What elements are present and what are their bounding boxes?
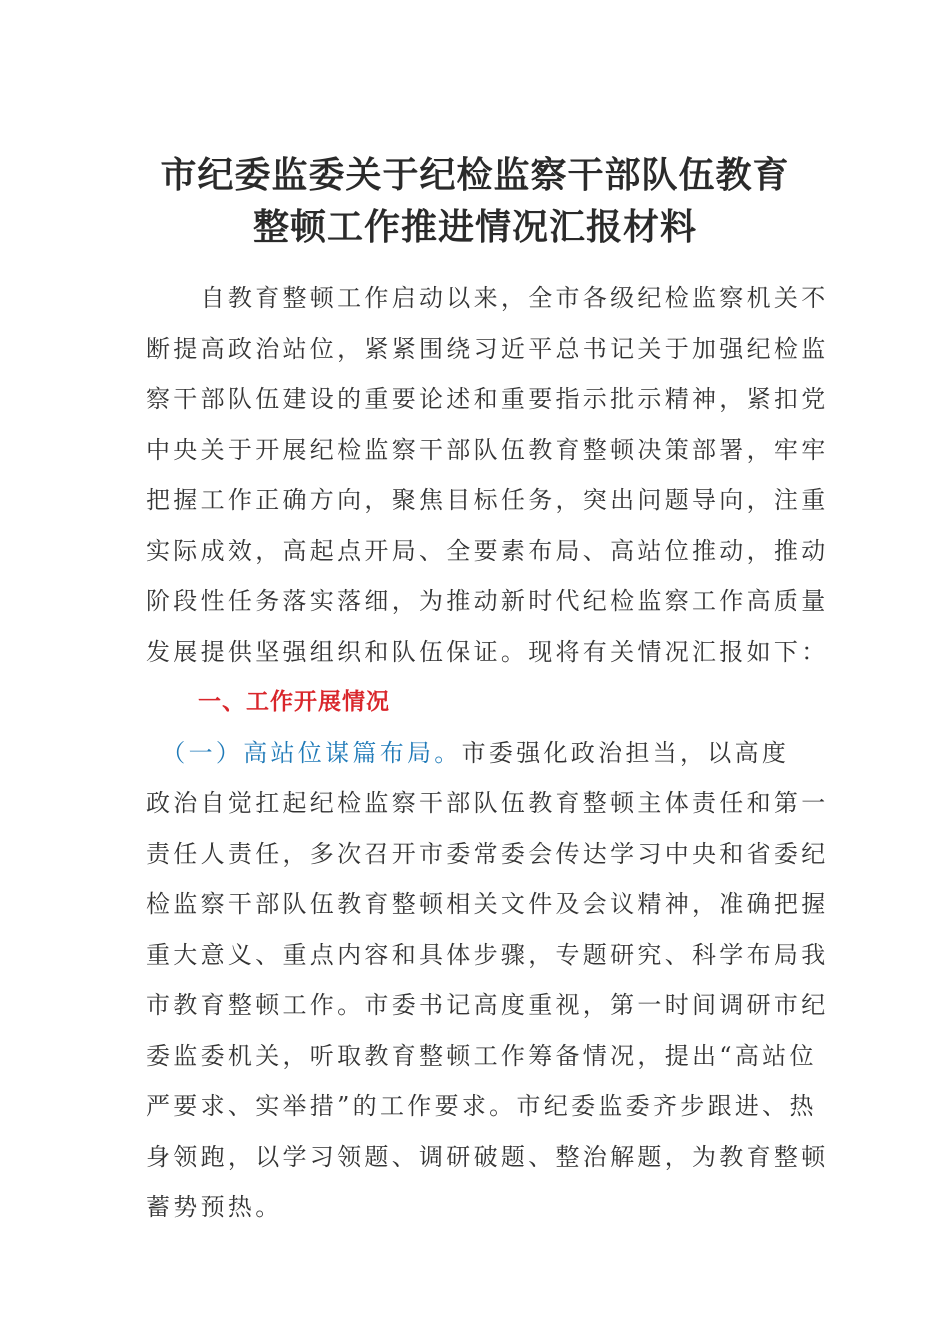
paragraph-line: 严要求、实举措”的工作要求。市纪委监委齐步跟进、热: [146, 1092, 817, 1120]
paragraph-line: 实际成效，高起点开局、全要素布局、高站位推动，推动: [146, 536, 829, 565]
paragraph-line: 发展提供坚强组织和队伍保证。现将有关情况汇报如下：: [146, 637, 829, 666]
paragraph-line: 委监委机关，听取教育整顿工作筹备情况，提出“高站位: [146, 1041, 817, 1070]
paragraph-line: 检监察干部队伍教育整顿相关文件及会议精神，准确把握: [146, 890, 829, 918]
subsection-title: （一）高站位谋篇布局。: [146, 738, 462, 767]
paragraph-line: 把握工作正确方向，聚焦目标任务，突出问题导向，注重: [146, 486, 829, 514]
title-line-2: 整顿工作推进情况汇报材料: [252, 207, 697, 248]
document-title: [120, 150, 830, 254]
paragraph-line: 责任人责任，多次召开市委常委会传达学习中央和省委纪: [146, 839, 829, 868]
section-heading: 一、工作开展情况: [198, 689, 390, 715]
paragraph-line: 市教育整顿工作。市委书记高度重视，第一时间调研市纪: [146, 991, 829, 1019]
paragraph-line: 身领跑，以学习领题、调研破题、整治解题，为教育整顿: [146, 1142, 829, 1171]
paragraph-line: 蓄势预热。: [146, 1193, 283, 1221]
paragraph-line: 重大意义、重点内容和具体步骤，专题研究、科学布局我: [146, 940, 829, 969]
paragraph-line: 自教育整顿工作启动以来，全市各级纪检监察机关不: [146, 284, 829, 312]
title-line-1: 市纪委监委关于纪检监察干部队伍教育: [160, 155, 790, 196]
paragraph-line: 断提高政治站位，紧紧围绕习近平总书记关于加强纪检监: [146, 334, 829, 363]
paragraph-line: 察干部队伍建设的重要论述和重要指示批示精神，紧扣党: [146, 385, 829, 413]
paragraph-line: 政治自觉扛起纪检监察干部队伍教育整顿主体责任和第一: [146, 789, 829, 817]
document-body: [146, 273, 829, 1233]
subsection-first-line: [146, 728, 806, 779]
subsection-text: 市委强化政治担当，以高度: [461, 738, 790, 767]
paragraph-line: 中央关于开展纪检监察干部队伍教育整顿决策部署，牢牢: [146, 435, 829, 464]
paragraph-line: 阶段性任务落实落细，为推动新时代纪检监察工作高质量: [146, 587, 829, 615]
